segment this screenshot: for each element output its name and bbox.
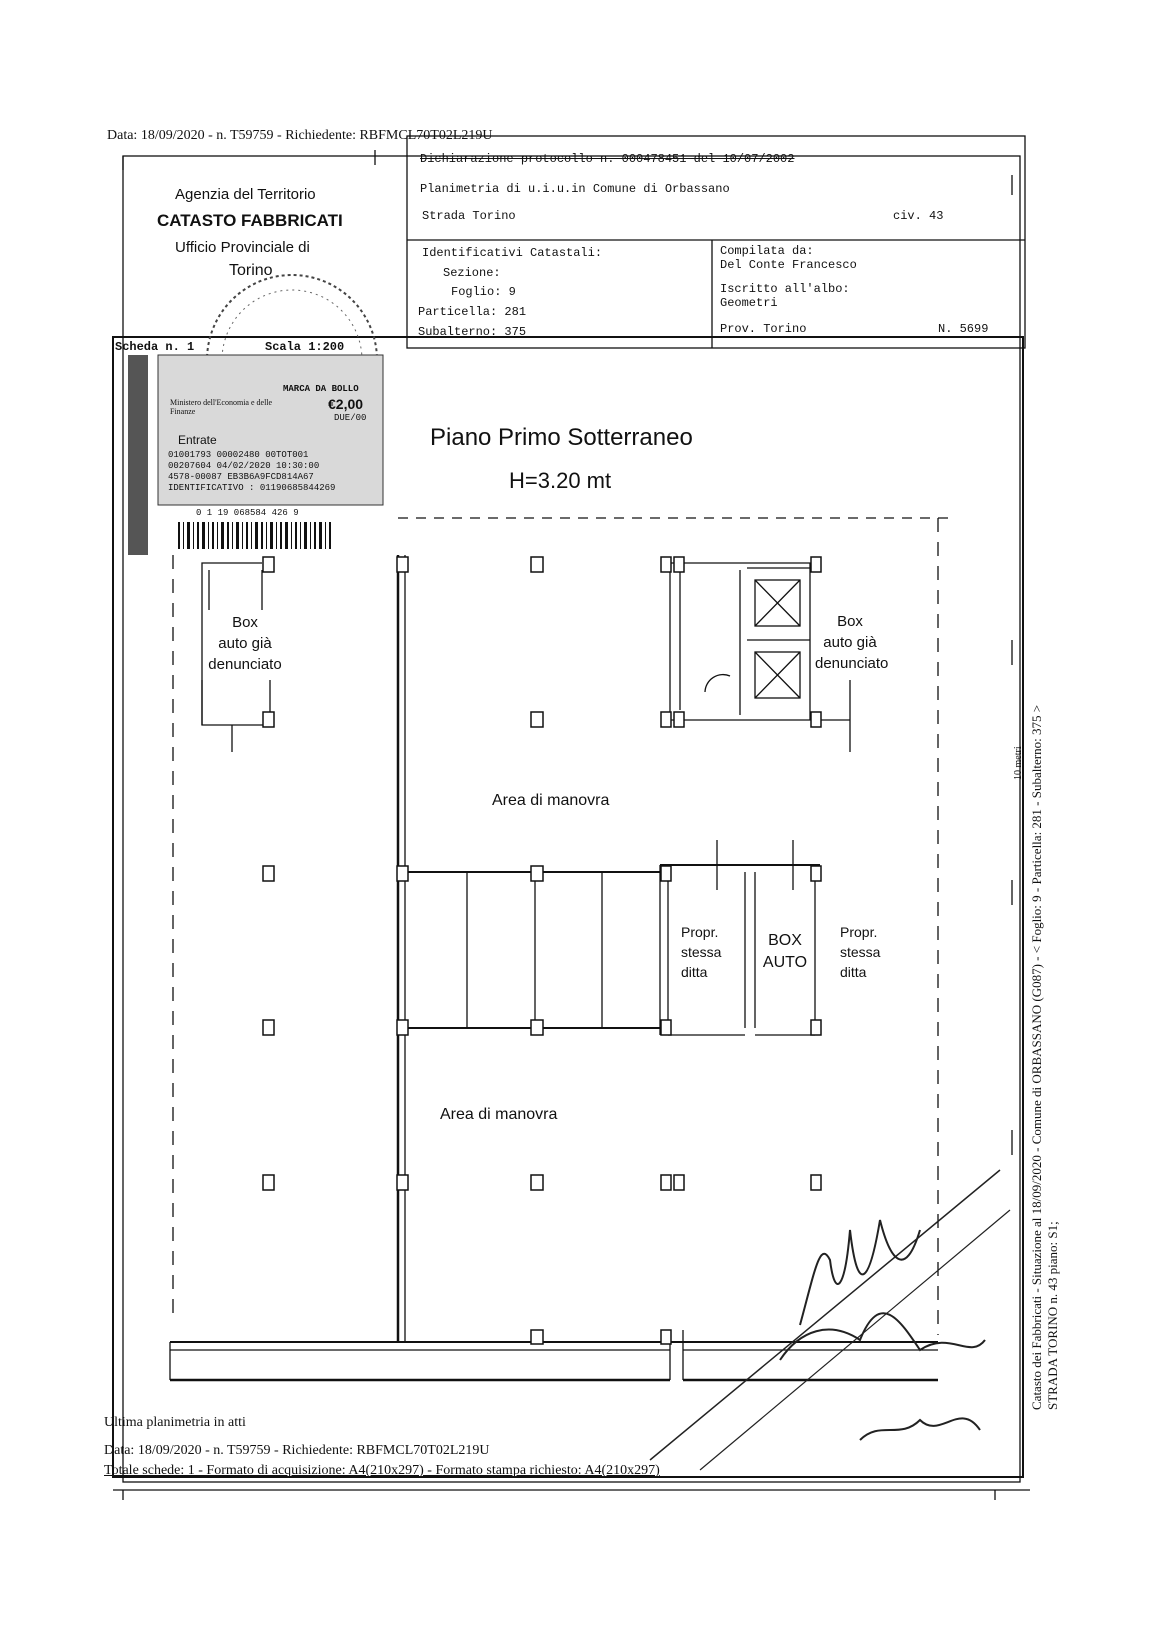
stamp-qr-strip: [128, 355, 148, 555]
footer-data: Data: 18/09/2020 - n. T59759 - Richiedente: RBFMCL70T02L219U: [104, 1443, 490, 1458]
signature-icon: [650, 1170, 1010, 1470]
catasto-title: CATASTO FABBRICATI: [157, 211, 343, 230]
stamp-marca: MARCA DA BOLLO: [283, 384, 359, 394]
side-scale-note: 10 metri: [1013, 746, 1024, 780]
footer-ultima: Ultima planimetria in atti: [104, 1415, 246, 1430]
albo-value: Geometri: [720, 296, 778, 310]
stamp-line-1: 01001793 00002480 00TOT001: [168, 450, 309, 460]
planimetria-line: Planimetria di u.i.u.in Comune di Orbassano: [420, 182, 730, 196]
stamp-line-3: 4578-00087 EB3B6A9FCD814A67: [168, 472, 314, 482]
sezione: Sezione:: [443, 266, 501, 280]
floor-height: H=3.20 mt: [509, 468, 612, 493]
office-name: Ufficio Provinciale di: [175, 239, 310, 256]
maneuver-area-upper: Area di manovra: [492, 792, 610, 809]
office-city: Torino: [229, 262, 273, 279]
agency-name: Agenzia del Territorio: [175, 186, 316, 203]
stamp-ministero: Ministero dell'Economia e delle Finanze: [170, 398, 273, 416]
stamp-entrate: Entrate: [178, 433, 217, 447]
particella: Particella: 281: [418, 305, 527, 319]
compiler-name: Del Conte Francesco: [720, 258, 857, 272]
maneuver-area-lower: Area di manovra: [440, 1106, 558, 1123]
propr-left-label: Propr. stessa ditta: [681, 924, 722, 980]
scale: Scala 1:200: [265, 340, 345, 354]
civic-number: civ. 43: [893, 209, 944, 223]
floor-title: Piano Primo Sotterraneo: [430, 424, 693, 451]
stamp-importo: €2,00: [328, 396, 364, 412]
propr-right-label: Propr. stessa ditta: [840, 924, 881, 980]
albo-number: N. 5699: [938, 322, 989, 336]
side-situation-text: Catasto dei Fabbricati - Situazione al 18/09/2020 - Comune di ORBASSANO (G087) - < Foglio: 9 - Particella: 281 - Subalterno: 375 >: [1029, 704, 1044, 1410]
box-right-label: Box auto già denunciato: [815, 613, 889, 672]
scheda-number: Scheda n. 1: [115, 340, 195, 354]
stamp-line-4: IDENTIFICATIVO : 01190685844269: [168, 483, 336, 493]
barcode-icon: [178, 522, 331, 549]
box-left-label: Box auto già denunciato: [208, 614, 282, 673]
compiler-label: Compilata da:: [720, 244, 814, 258]
box-auto-label: BOX AUTO: [762, 932, 808, 971]
barcode-number: 0 1 19 068584 426 9: [196, 508, 299, 518]
request-header: Data: 18/09/2020 - n. T59759 - Richiedente: RBFMCL70T02L219U: [107, 128, 493, 143]
foglio: Foglio: 9: [451, 285, 516, 299]
footer-totale: Totale schede: 1 - Formato di acquisizione: A4(210x297) - Formato stampa richiesto: A4(210x297): [104, 1463, 660, 1478]
protocol-line: Dichiarazione protocollo n. 000478451 del 10/07/2002: [420, 152, 795, 166]
stamp-line-2: 00207604 04/02/2020 10:30:00: [168, 461, 320, 471]
stamp-importo-words: DUE/00: [334, 413, 367, 423]
street-line: Strada Torino: [422, 209, 516, 223]
side-address-text: STRADA TORINO n. 43 piano: S1;: [1045, 1221, 1060, 1410]
albo-label: Iscritto all'albo:: [720, 282, 850, 296]
identifiers-heading: Identificativi Catastali:: [422, 246, 603, 260]
compiler-province: Prov. Torino: [720, 322, 807, 336]
subalterno: Subalterno: 375: [418, 325, 527, 339]
